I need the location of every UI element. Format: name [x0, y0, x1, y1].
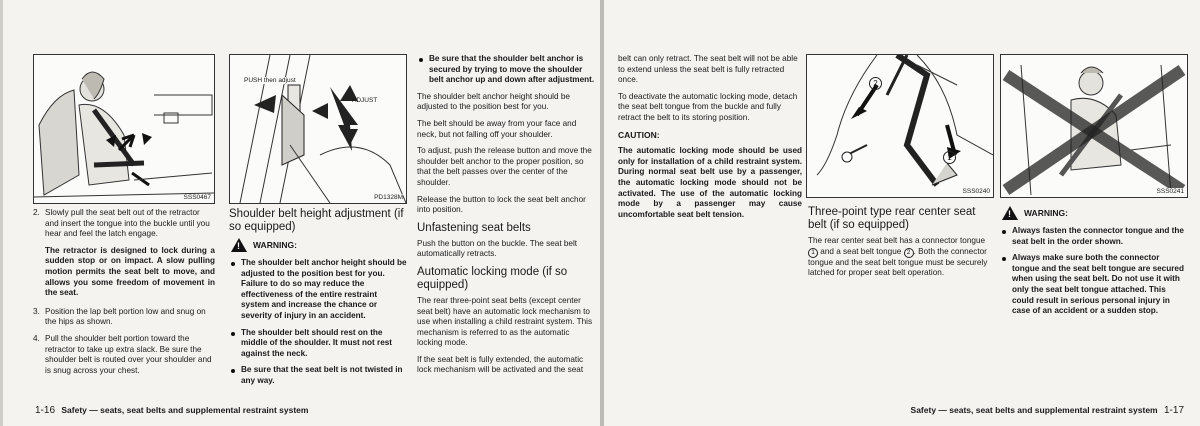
step-3: [33, 307, 215, 328]
figure-wrong-use: [1000, 54, 1188, 198]
section-heading: Shoulder belt height adjustment (if so equipped): [229, 208, 404, 233]
callout-1-inline: 1: [808, 248, 818, 258]
caution-text: The automatic locking mode should be used only for installation of a child restraint system. During normal seat belt use by a passenger, the automatic locking mode should not be activated. The use of the automatic locking mode by a passenger may cause uncomfortable seat belt tension.: [618, 146, 802, 219]
description-part: and a seat belt tongue: [820, 246, 902, 256]
wrong-use-illustration: [1001, 55, 1187, 197]
step-number: 3.: [33, 306, 40, 316]
figure-shoulder-belt-adjust: [229, 54, 407, 204]
warning-label: WARNING:: [253, 239, 297, 250]
callout-2: 2: [869, 77, 882, 90]
step-number: 2.: [33, 208, 40, 217]
page-footer: [911, 405, 1184, 416]
warning-header: [1002, 206, 1184, 220]
right-column-2: [808, 206, 990, 285]
anchor-bullet: Be sure that the shoulder belt anchor is secured by trying to move the shoulder belt anchor up and down after adjustment.: [417, 54, 597, 86]
warning-bullet: Always make sure both the connector tongue and the seat belt tongue are secured when using the seat belt. Do not use it with only the seat belt tongue attached. This could result in serious personal injury in case of an accident or a sudden stop.: [1000, 253, 1184, 317]
section-heading: Automatic locking mode (if so equipped): [417, 265, 568, 291]
left-column-1: [33, 208, 215, 382]
paragraph: The shoulder belt anchor height should be adjusted to the position best for you.: [417, 91, 570, 112]
footer-title: Safety — seats, seat belts and supplemental restraint system: [61, 405, 309, 415]
caution-label: CAUTION:: [618, 129, 660, 140]
description-part: The rear center seat belt has a connector tongue: [808, 236, 986, 245]
warning-bullet: The shoulder belt should rest on the middle of the shoulder. It must not rest against the neck.: [229, 328, 407, 360]
step-text: Position the lap belt portion low and snug on the hips as shown.: [45, 306, 206, 327]
paragraph: belt can only retract. The seat belt will not be able to extend unless the seat belt is fully retracted once.: [618, 54, 798, 85]
figure-code: SSS0467: [183, 194, 211, 201]
paragraph: The belt should be away from your face and neck, but not falling off your shoulder.: [417, 118, 577, 139]
paragraph: To deactivate the automatic locking mode, detach the seat belt tongue from the buckle and fully retract the belt to its storing position.: [618, 91, 798, 122]
footer-title: Safety — seats, seat belts and supplemental restraint system: [910, 405, 1158, 415]
adjust-label: ADJUST: [352, 97, 378, 104]
paragraph: To adjust, push the release button and move the shoulder belt anchor to the proper position, so that the belt passes over the center of the shoulder.: [417, 146, 592, 187]
step-4: [33, 334, 215, 376]
callout-2-inline: 2: [904, 248, 914, 258]
warning-label: WARNING:: [1024, 207, 1068, 218]
figure-code: PD1328M: [374, 194, 403, 201]
right-column-3: [1000, 204, 1184, 323]
warning-icon: !: [1002, 206, 1018, 220]
figure-seat-belt-buckling: [33, 54, 215, 204]
page-number: 1-16: [35, 405, 56, 416]
step-2: [33, 208, 215, 240]
warning-icon: !: [231, 238, 247, 252]
step-text: Pull the shoulder belt portion toward the retractor to take up extra slack. Be sure the shoulder belt is routed over your shoulder and is snug across your chest.: [45, 333, 212, 375]
figure-code: SSS0241: [1156, 188, 1184, 195]
retractor-note: The retractor is designed to lock during a sudden stop or on impact. A slow pulling motion permits the seat belt to move, and allows you some freedom of movement in the seat.: [45, 245, 215, 298]
left-column-2: [229, 208, 407, 393]
figure-center-belt: [806, 54, 994, 198]
paragraph: Release the button to lock the seat belt anchor into position.: [417, 194, 586, 215]
figure-code: SSS0240: [962, 188, 990, 195]
center-belt-description: [808, 236, 990, 279]
page-number: 1-17: [1163, 405, 1184, 416]
warning-bullet: Be sure that the seat belt is not twisted in any way.: [229, 365, 407, 386]
right-column-1: [618, 54, 802, 226]
step-number: 4.: [33, 333, 40, 343]
left-column-3: [417, 54, 597, 382]
section-heading: Three-point type rear center seat belt (if so equipped): [808, 206, 976, 231]
center-belt-illustration: [807, 55, 993, 197]
right-page: [604, 0, 1200, 426]
step-text: Slowly pull the seat belt out of the retractor and insert the tongue into the buckle until you hear and feel the latch engage.: [45, 208, 210, 239]
warning-header: [231, 238, 407, 252]
callout-1: 1: [943, 151, 956, 164]
paragraph: The rear three-point seat belts (except center seat belt) have an automatic lock mechanism to use when installing a child restraint system. This mechanism is referred to as the automatic locking mode.: [417, 295, 593, 348]
page-footer: [35, 405, 308, 416]
description-part: . Both the connector tongue and the seat belt tongue must be securely latched for proper seat belt operation.: [808, 246, 988, 278]
paragraph: If the seat belt is fully extended, the automatic lock mechanism will be activated and the seat: [417, 354, 584, 375]
section-heading: Unfastening seat belts: [417, 221, 531, 234]
warning-bullet: The shoulder belt anchor height should be adjusted to the position best for you. Failure to do so may reduce the effectiveness of the entire restraint system and increase the chance or severity of injury in an accident.: [229, 258, 407, 322]
paragraph: Push the button on the buckle. The seat belt automatically retracts.: [417, 238, 578, 259]
push-then-adjust-label: PUSH then adjust: [244, 77, 296, 84]
warning-bullet: Always fasten the connector tongue and the seat belt in the order shown.: [1000, 226, 1184, 247]
seat-belt-buckling-illustration: [34, 55, 214, 203]
